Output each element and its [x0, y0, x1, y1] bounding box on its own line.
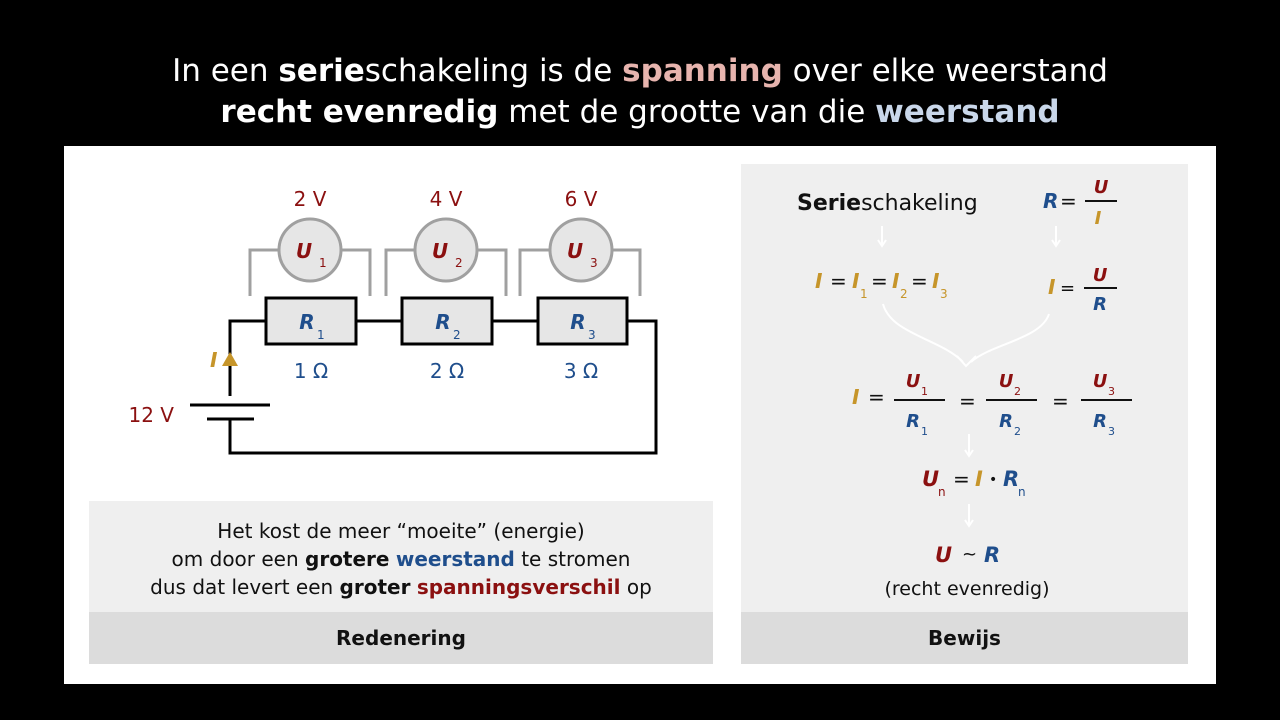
ohm2-U: U	[1092, 265, 1108, 286]
law-dot: •	[989, 472, 998, 488]
ratio-U2: U	[998, 371, 1014, 392]
current-I: I	[815, 269, 823, 293]
prop-U: U	[935, 543, 953, 567]
eq-1: =	[830, 269, 847, 293]
law-Un: U	[922, 467, 940, 491]
reasoning-line-2: om door een grotere weerstand te stromen	[171, 547, 631, 571]
ratio-R1-sub: 1	[921, 425, 928, 438]
resistor-2-subscript: 2	[453, 328, 461, 342]
current-label: I	[210, 348, 218, 372]
ratio-U2-sub: 2	[1014, 385, 1021, 398]
voltmeter-1-reading: 2 V	[293, 187, 327, 211]
prop-note: (recht evenredig)	[884, 578, 1050, 600]
reasoning-footer: Redenering	[89, 612, 713, 664]
eq-3: =	[911, 269, 928, 293]
title-line-1: In een serieschakeling is de spanning over elke weerstand	[172, 53, 1108, 89]
resistor-1-symbol: R	[299, 310, 315, 334]
current-arrow-icon	[222, 352, 238, 366]
ratio-eq-1: =	[959, 389, 976, 413]
law-Un-sub: n	[938, 485, 946, 499]
ratio-R1: R	[906, 411, 920, 432]
ratio-U3-sub: 3	[1108, 385, 1115, 398]
ohm-I: I	[1094, 208, 1102, 229]
voltmeter-3-reading: 6 V	[564, 187, 598, 211]
battery-voltage-label: 12 V	[128, 403, 174, 427]
series-heading: Serieschakeling	[797, 191, 978, 216]
resistor-2-symbol: R	[435, 310, 451, 334]
proof-box	[741, 164, 1188, 664]
ratio-R3-sub: 3	[1108, 425, 1115, 438]
ratio-R2: R	[999, 411, 1013, 432]
law-Rn-sub: n	[1018, 485, 1026, 499]
ohm2-eq: =	[1060, 278, 1076, 299]
ratio-eq-2: =	[1052, 389, 1069, 413]
resistor-3-symbol: R	[570, 310, 586, 334]
prop-R: R	[984, 543, 1001, 567]
law-Rn: R	[1003, 467, 1020, 491]
ohm2-I: I	[1048, 275, 1056, 299]
voltmeter-2-subscript: 2	[455, 256, 463, 270]
resistor-1-value: 1 Ω	[293, 359, 329, 383]
content-panel	[64, 146, 1216, 684]
law-I: I	[975, 467, 983, 491]
current-I2-sub: 2	[900, 287, 908, 301]
ratio-U1-sub: 1	[921, 385, 928, 398]
voltmeter-3-symbol: U	[566, 239, 584, 263]
prop-tilde: ~	[962, 544, 978, 565]
current-I1: I	[852, 269, 860, 293]
law-eq: =	[953, 467, 970, 491]
reasoning-text	[89, 517, 713, 601]
resistor-3-value: 3 Ω	[563, 359, 599, 383]
proof-footer: Bewijs	[741, 612, 1188, 664]
voltmeter-1-symbol: U	[295, 239, 313, 263]
reasoning-box	[89, 501, 713, 664]
reasoning-line-3: dus dat levert een groter spanningsverschil op	[150, 575, 652, 599]
current-I2: I	[892, 269, 900, 293]
ratio-R2-sub: 2	[1014, 425, 1021, 438]
ratio-I: I	[852, 385, 860, 409]
proof-derivation	[741, 164, 1188, 612]
ohm2-R: R	[1093, 294, 1107, 315]
voltmeter-2-symbol: U	[431, 239, 449, 263]
eq-2: =	[871, 269, 888, 293]
ohm-U: U	[1093, 177, 1109, 198]
current-I1-sub: 1	[860, 287, 868, 301]
resistor-2-value: 2 Ω	[429, 359, 465, 383]
ratio-eq-0: =	[868, 385, 885, 409]
title-line-2: recht evenredig met de grootte van die weerstand	[220, 94, 1060, 130]
current-I3: I	[932, 269, 940, 293]
voltmeter-3-subscript: 3	[590, 256, 598, 270]
voltmeter-2-reading: 4 V	[429, 187, 463, 211]
voltmeter-1-subscript: 1	[319, 256, 327, 270]
ohm-R: R	[1043, 189, 1059, 213]
ratio-U3: U	[1092, 371, 1108, 392]
resistor-3-subscript: 3	[588, 328, 596, 342]
ratio-R3: R	[1093, 411, 1107, 432]
ohm-eq: =	[1060, 189, 1077, 213]
ratio-U1: U	[905, 371, 921, 392]
resistor-1-subscript: 1	[317, 328, 325, 342]
current-I3-sub: 3	[940, 287, 948, 301]
reasoning-line-1: Het kost de meer “moeite” (energie)	[217, 519, 585, 543]
